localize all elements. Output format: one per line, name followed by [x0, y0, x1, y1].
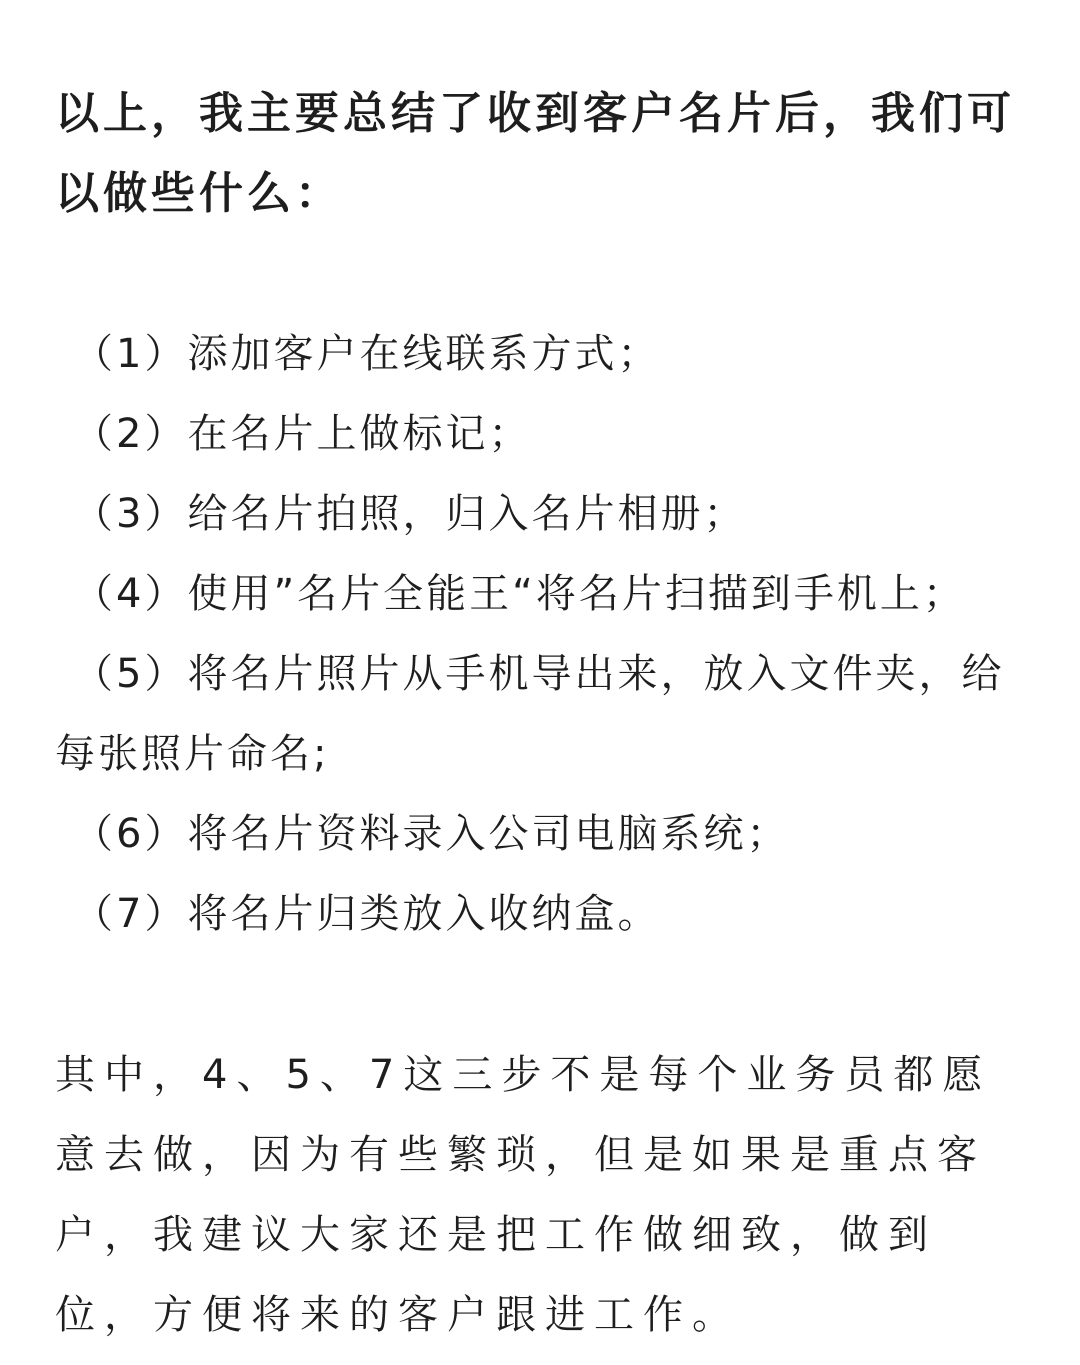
steps-list — [55, 314, 1030, 954]
step-item-1: （1）添加客户在线联系方式； — [73, 331, 661, 377]
step-item-4: （4）使用”名片全能王“将名片扫描到手机上； — [73, 571, 966, 617]
summary-paragraph: 其中，4、5、7这三步不是每个业务员都愿意去做，因为有些繁琐，但是如果是重点客户，我建议大家还是把工作做细致，做到位，方便将来的客户跟进工作。 — [55, 1052, 992, 1338]
step-item-2: （2）在名片上做标记； — [73, 411, 532, 457]
step-item-7: （7）将名片归类放入收纳盒。 — [73, 891, 661, 937]
step-item-6: （6）将名片资料录入公司电脑系统； — [73, 811, 790, 857]
intro-paragraph: 以上，我主要总结了收到客户名片后，我们可以做些什么： — [55, 88, 1015, 219]
step-item-3: （3）给名片拍照，归入名片相册； — [73, 491, 747, 537]
step-item-5: （5）将名片照片从手机导出来，放入文件夹，给每张照片命名; — [55, 651, 1005, 777]
